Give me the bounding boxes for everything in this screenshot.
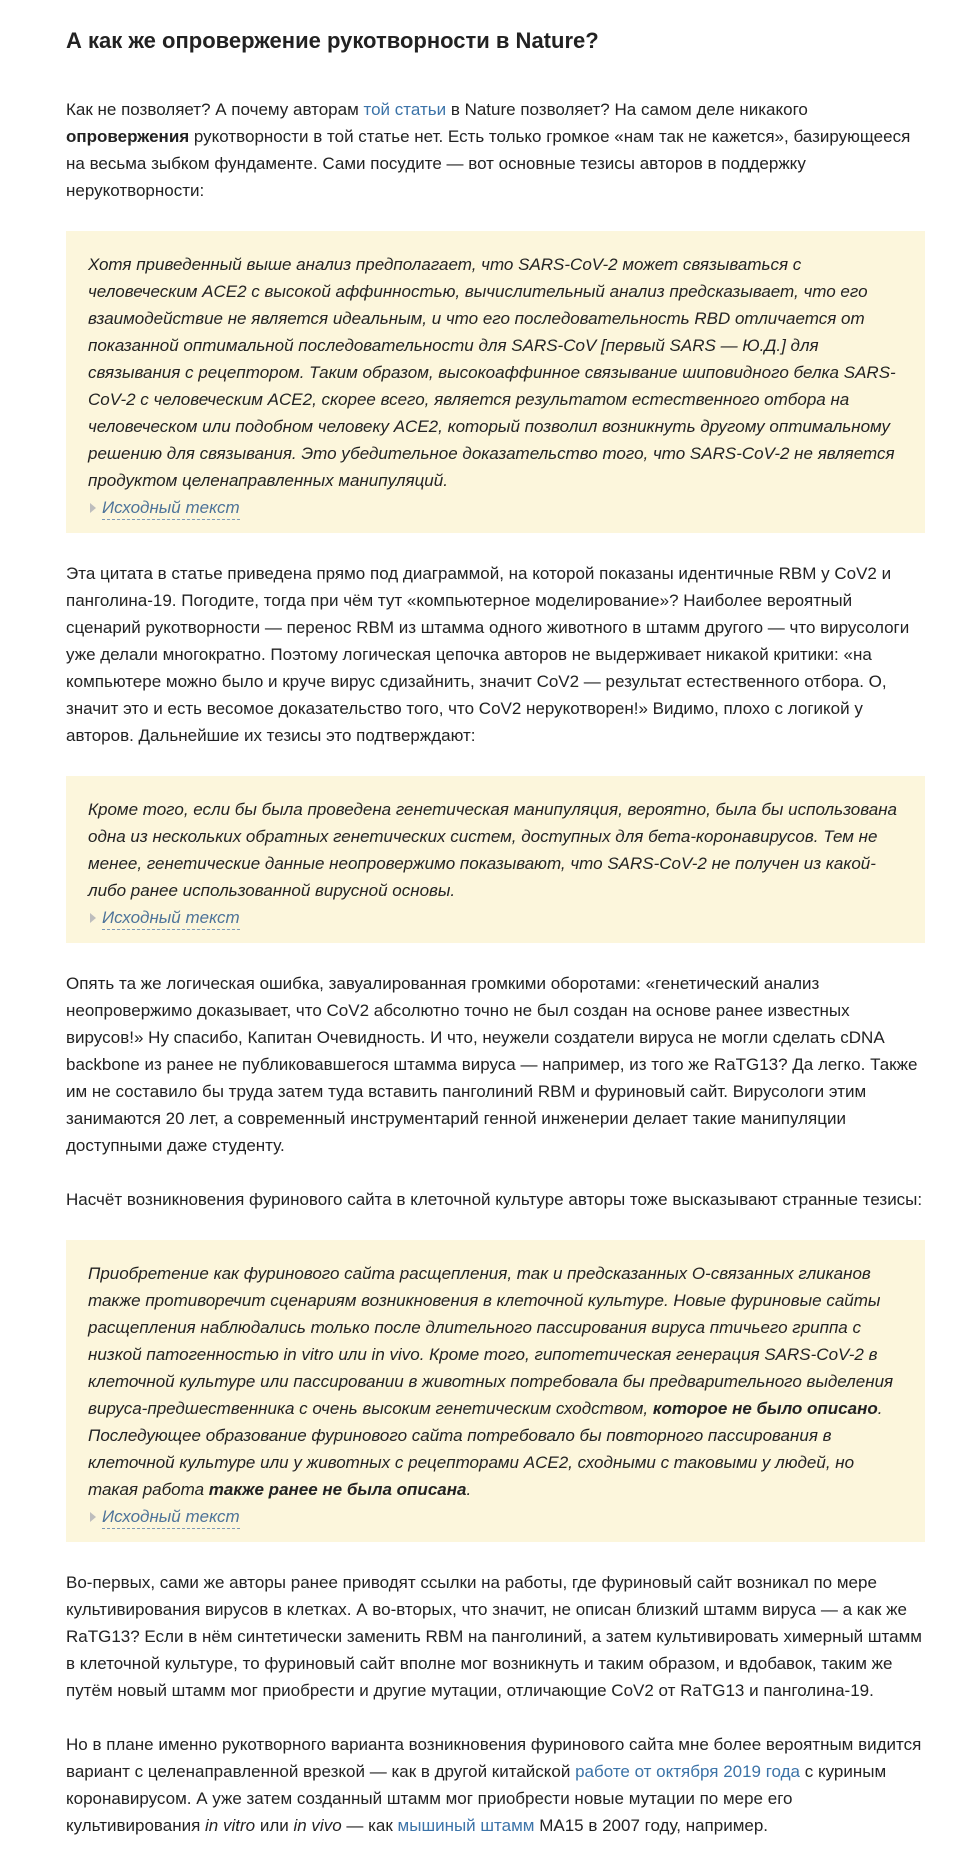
source-toggle-3[interactable] xyxy=(88,1506,240,1529)
paragraph-5: Во-первых, сами же авторы ранее приводят ссылки на работы, где фуриновый сайт возникал по мере культивирования вирусов в клетках. А во-вторых, что значит, не описан близкий штамм вируса — а как же RaTG13? Если в нём синтетически заменить RBM на панголиний, а затем культивировать химерный штамм в клеточной культуре, то фуриновый сайт вполне мог возникнуть и таким образом, и вдобавок, таким же путём новый штамм мог приобрести и другие мутации, отличающие CoV2 от RaTG13 и панголина-19. xyxy=(66,1573,922,1700)
quote-text-3: Приобретение как фуринового сайта расщепления, так и предсказанных O-связанных гликанов также противоречит сценариям возникновения в клеточной культуре. Новые фуриновые сайты расщепления наблюдались только после длительного пассирования вируса птичьего гриппа с низкой патогенностью in vitro или in vivo. Кроме того, гипотетическая генерация SARS-CoV-2 в клеточной культуре или пассировании в животных потребовала бы предварительного выделения вируса-предшественника с очень высоким генетическим сходством, которое не было описано. Последующее образование фуринового сайта потребовало бы повторного пассирования в клеточной культуре или у животных с рецепторами ACE2, сходными с таковыми у людей, но такая работа также ранее не была описана. xyxy=(88,1264,894,1499)
nature-article-link[interactable]: той статьи xyxy=(363,100,447,119)
paragraph-6: Но в плане именно рукотворного варианта возникновения фуринового сайта мне более вероятным видится вариант с целенаправленной врезкой — как в другой китайской работе от октября 2019 года с куриным коронавирусом. А уже затем созданный штамм мог приобрести новые мутации по мере его культивирования in vitro или in vivo — как мышиный штамм MA15 в 2007 году, например. xyxy=(66,1735,922,1835)
paragraph-intro: Как не позволяет? А почему авторам той статьи в Nature позволяет? На самом деле никакого опровержения рукотворности в той статье нет. Есть только громкое «нам так не кажется», базирующееся на весьма зыбком фундаменте. Сами посудите — вот основные тезисы авторов в поддержку нерукотворности: xyxy=(66,100,911,200)
quote-block-1 xyxy=(66,231,925,533)
expand-triangle-icon xyxy=(90,1512,96,1522)
source-text-link[interactable]: Исходный текст xyxy=(102,907,240,930)
paragraph-2: Эта цитата в статье приведена прямо под диаграммой, на которой показаны идентичные RBM у CoV2 и панголина-19. Погодите, тогда при чём тут «компьютерное моделирование»? Наиболее вероятный сценарий рукотворности — перенос RBM из штамма одного животного в штамм другого — что вирусологи уже делали многократно. Поэтому логическая цепочка авторов не выдерживает никакой критики: «на компьютере можно было и круче вирус сдизайнить, значит CoV2 — результат естественного отбора. О, значит это и есть весомое доказательство того, что CoV2 нерукотворен!» Видимо, плохо с логикой у авторов. Дальнейшие их тезисы это подтверждают: xyxy=(66,564,910,745)
october-2019-paper-link[interactable]: работе от октября 2019 года xyxy=(575,1762,801,1781)
quote-text-2: Кроме того, если бы была проведена генетическая манипуляция, вероятно, была бы использована одна из нескольких обратных генетических систем, доступных для бета-коронавирусов. Тем не менее, генетические данные неопровержимо показывают, что SARS-CoV-2 не получен из какой-либо ранее использованной вирусной основы. xyxy=(88,800,898,900)
quote-block-2 xyxy=(66,776,925,943)
source-text-link[interactable]: Исходный текст xyxy=(102,497,240,520)
paragraph-3: Опять та же логическая ошибка, завуалированная громкими оборотами: «генетический анализ неопровержимо доказывает, что CoV2 абсолютно точно не был создан на основе ранее известных вирусов!» Ну спасибо, Капитан Очевидность. И что, неужели создатели вируса не могли сделать cDNA backbone из ранее не публиковавшегося штамма вируса — например, из того же RaTG13? Да легко. Также им не составило бы труда затем туда вставить панголиний RBM и фуриновый сайт. Вирусологи этим занимаются 20 лет, а современный инструментарий генной инженерии делает такие манипуляции доступными даже студенту. xyxy=(66,974,918,1155)
expand-triangle-icon xyxy=(90,503,96,513)
quote-text-1: Хотя приведенный выше анализ предполагает, что SARS-CoV-2 может связываться с человеческим ACE2 с высокой аффинностью, вычислительный анализ предсказывает, что его взаимодействие не является идеальным, и что его последовательность RBD отличается от показанной оптимальной последовательности для SARS-CoV [первый SARS — Ю.Д.] для связывания с рецептором. Таким образом, высокоаффинное связывание шиповидного белка SARS-CoV-2 с человеческим ACE2, скорее всего, является результатом естественного отбора на человеческом или подобном человеку ACE2, который позволил возникнуть другому оптимальному решению для связывания. Это убедительное доказательство того, что SARS-CoV-2 не является продуктом целенаправленных манипуляций. xyxy=(88,255,896,490)
source-text-link[interactable]: Исходный текст xyxy=(102,1506,240,1529)
mouse-strain-link[interactable]: мышиный штамм xyxy=(397,1816,535,1835)
quote-block-3 xyxy=(66,1240,925,1542)
source-toggle-2[interactable] xyxy=(88,907,240,930)
expand-triangle-icon xyxy=(90,913,96,923)
paragraph-4: Насчёт возникновения фуринового сайта в клеточной культуре авторы тоже высказывают странные тезисы: xyxy=(66,1190,923,1209)
section-heading: А как же опровержение рукотворности в Nature? xyxy=(66,28,599,53)
source-toggle-1[interactable] xyxy=(88,497,240,520)
